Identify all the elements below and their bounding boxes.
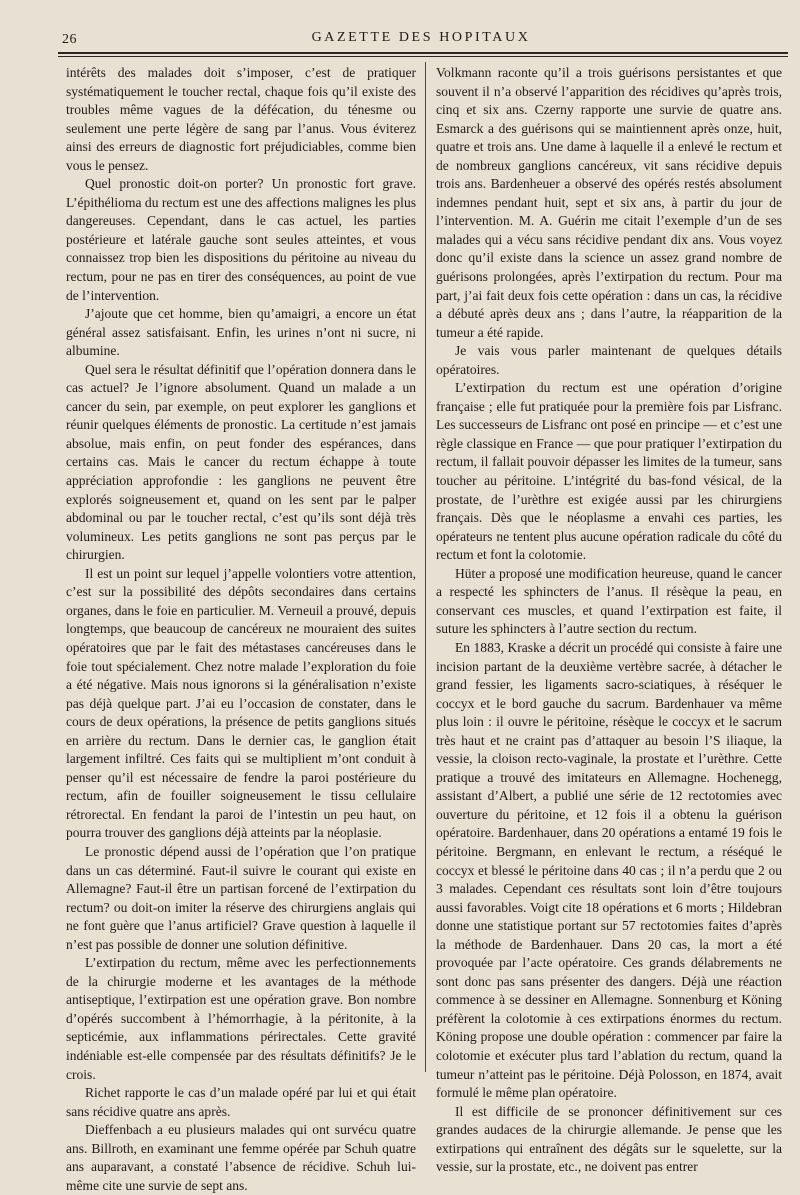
paragraph: Il est difficile de se prononcer définitivement sur ces grandes audaces de la chirurgie allemande. Je pense que les extirpations qui entraînent des dégâts sur le squelette, sur la vessie, sur la prostate, etc., ne doivent pas entrer bbox=[436, 1103, 782, 1175]
paragraph: Le pronostic dépend aussi de l’opération que l’on pratique dans un cas déterminé. Faut-il suivre le courant qui existe en Allemagne? Faut-il être un partisan forcené de l’extirpation du rectum? ou doit-on imiter la réserve des chirurgiens anglais qui ne font guère que l’anus artificiel? Grave question à laquelle il n’est pas possible de donner une solution définitive. bbox=[66, 843, 416, 952]
paragraph: Richet rapporte le cas d’un malade opéré par lui et qui était sans récidive quatre ans après. bbox=[66, 1085, 416, 1119]
column-divider bbox=[425, 62, 426, 1072]
paragraph: Quel pronostic doit-on porter? Un pronostic fort grave. L’épithélioma du rectum est une des affections malignes les plus dangereuses. Cependant, dans le cas actuel, les parties postérieure et latérale gauche sont seules atteintes, et vous connaissez trop bien les dispositions du péritoine au niveau du rectum, pour ne pas en tirer des conséquences, au point de vue de l’intervention. bbox=[66, 176, 416, 303]
page-number: 26 bbox=[62, 32, 77, 47]
paragraph: Il est un point sur lequel j’appelle volontiers votre attention, c’est sur la possibilité des dépôts secondaires dans certains organes, dans le foie en particulier. M. Verneuil a prouvé, depuis longtemps, que beaucoup de cancéreux ne mouraient des suites opératoires que par le fait des métastases cancéreuses dans le foie tout spécialement. Chez notre malade l’exploration du foie a été négative. Mais nous ignorons si la généralisation n’existe pas déjà quelque part. J’ai eu l’occasion de constater, dans le cours de deux opérations, la présence de petits ganglions situés en arrière du rectum. Dans le dernier cas, le ganglion était largement infiltré. Ces faits qui se multiplient m’ont conduit à penser qu’il est nécessaire de fendre la paroi postérieure du rectum, afin de fouiller soigneusement le tissu cellulaire rétrorectal. En fendant la paroi de l’intestin un peu haut, on pourra trouver des ganglions déjà atteints par la néoplasie. bbox=[66, 565, 416, 841]
paragraph: Volkmann raconte qu’il a trois guérisons persistantes et que souvent il n’a observé l’apparition des récidives qu’après trois, cinq et six ans. Czerny rapporte une survie de quatre ans. Esmarck a des guérisons qui se maintiennent après onze, huit, quatre et trois ans. Une dame à laquelle il a enlevé le rectum et de nombreux ganglions cancéreux, vit sans récidive depuis trois ans. Bardenheuer a observé des opérés restés absolument indemnes pendant huit, sept et six ans, à partir du jour de l’intervention. M. A. Guérin me citait l’exemple d’un de ses malades qui a vécu sans récidive pendant dix ans. Vous voyez donc qu’il existe dans la science un assez grand nombre de guérisons prolongées, après l’extirpation du rectum. Pour ma part, j’ai fait deux fois cette opération : dans un cas, la récidive a débuté après deux ans ; dans l’autre, la réapparition de la tumeur a été rapide. bbox=[436, 65, 782, 340]
paragraph: intérêts des malades doit s’imposer, c’est de pratiquer systématiquement le toucher rectal, chaque fois qu’il existe des troubles même vagues de la défécation, du ténesme ou seulement une perte légère de sang par l’anus. Vous éviterez ainsi des erreurs de diagnostic fort préjudiciables, comme bien vous le pensez. bbox=[66, 65, 416, 173]
header-rule-thin bbox=[58, 56, 788, 57]
page-header bbox=[62, 26, 780, 48]
page-title: GAZETTE DES HOPITAUX bbox=[311, 30, 531, 45]
paragraph: L’extirpation du rectum, même avec les perfectionnements de la chirurgie moderne et les avantages de la méthode antiseptique, l’extirpation est une opération grave. Bon nombre d’opérés succombent à l’hémorrhagie, à la péritonite, à la septicémie, aux inflammations périrectales. Cette gravité indéniable est-elle compensée par des résultats définitifs? Je le crois. bbox=[66, 955, 416, 1082]
paragraph: Hüter a proposé une modification heureuse, quand le cancer a respecté les sphincters de l’anus. Il résèque la peau, en conservant ces muscles, et quand l’extirpation est faite, il suture les sphincters à l’autre section du rectum. bbox=[436, 565, 782, 637]
paragraph: L’extirpation du rectum est une opération d’origine française ; elle fut pratiquée pour la première fois par Lisfranc. Les successeurs de Lisfranc ont posé en principe — et c’est une règle classique en France — que pour pratiquer l’extirpation du rectum, il fallait pouvoir dépasser les limites de la tumeur, sans toucher au péritoine. L’intégrité du bas-fond vésical, de la prostate, de l’urèthre est exigée aussi par les chirurgiens français. Dès que le néoplasme a envahi ces parties, les opérateurs ne tentent plus aucune opération radicale du côté du rectum et font la colotomie. bbox=[436, 380, 782, 563]
right-column bbox=[436, 64, 782, 1175]
paragraph: J’ajoute que cet homme, bien qu’amaigri, a encore un état général assez satisfaisant. Enfin, les urines n’ont ni sucre, ni albumine. bbox=[66, 306, 416, 359]
header-rule-thick bbox=[58, 52, 788, 54]
paragraph: Dieffenbach a eu plusieurs malades qui ont survécu quatre ans. Billroth, en examinant une femme opérée par Schuh quatre ans auparavant, a constaté l’absence de récidive. Schuh lui-même cite une survie de sept ans. bbox=[66, 1122, 416, 1193]
paragraph: Quel sera le résultat définitif que l’opération donnera dans le cas actuel? Je l’ignore absolument. Quand un malade a un cancer du sein, par exemple, on peut explorer les ganglions et réunir quelques éléments de pronostic. La certitude n’est jamais absolue, mais enfin, on peut fonder des espérances, dans certains cas. Mais le cancer du rectum échappe à toute appréciation approfondie : les ganglions ne peuvent être explorés soigneusement et, quand on les sent par le palper abdominal ou par le toucher rectal, c’est qu’ils sont déjà très volumineux. Les petits ganglions ne sont pas perçus par le chirurgien. bbox=[66, 361, 416, 563]
left-column bbox=[66, 64, 416, 1193]
paragraph: En 1883, Kraske a décrit un procédé qui consiste à faire une incision partant de la deuxième vertèbre sacrée, à détacher le grand fessier, les ligaments sacro-sciatiques, à réséquer le coccyx et le bord gauche du sacrum. Bardenhauer va même plus loin : il ouvre le péritoine, résèque le coccyx et le sacrum très haut et ne craint pas d’attaquer au besoin l’S iliaque, la vessie, la cloison recto-vaginale, la prostate et l’urèthre. Cette pratique a trouvé des imitateurs en Allemagne. Hochenegg, assistant d’Albert, a publié une série de 12 rectotomies avec ouverture du péritoine, et 12 fois il a obtenu la guérison opératoire. Bardenhauer, dans 20 opérations a entamé 19 fois le péritoine. Bergmann, en enlevant le rectum, a réséqué le coccyx et blessé le péritoine dans 40 cas ; il n’a perdu que 2 ou 3 malades. Cependant ces résultats sont loin d’être toujours aussi favorables. Voigt cite 18 opérations et 6 morts ; Hildebran donne une statistique portant sur 57 rectotomies faites d’après la méthode de Bardenhauer. Dans 20 cas, la mort a été provoquée par l’acte opératoire. Ces grands délabrements ne sont donc pas sans présenter des dangers. Déjà une réaction commence à se dessiner en Allemagne. Sonnenburg et Köning préfèrent la colotomie à ces extirpations énormes du rectum. Köning propose une double opération : commencer par faire la colotomie et exécuter plus tard l’ablation du rectum, quand la tumeur n’atteint pas le péritoine. Déjà Polosson, en 1874, avait formulé le même plan opératoire. bbox=[436, 639, 782, 1101]
paragraph: Je vais vous parler maintenant de quelques détails opératoires. bbox=[436, 343, 782, 377]
